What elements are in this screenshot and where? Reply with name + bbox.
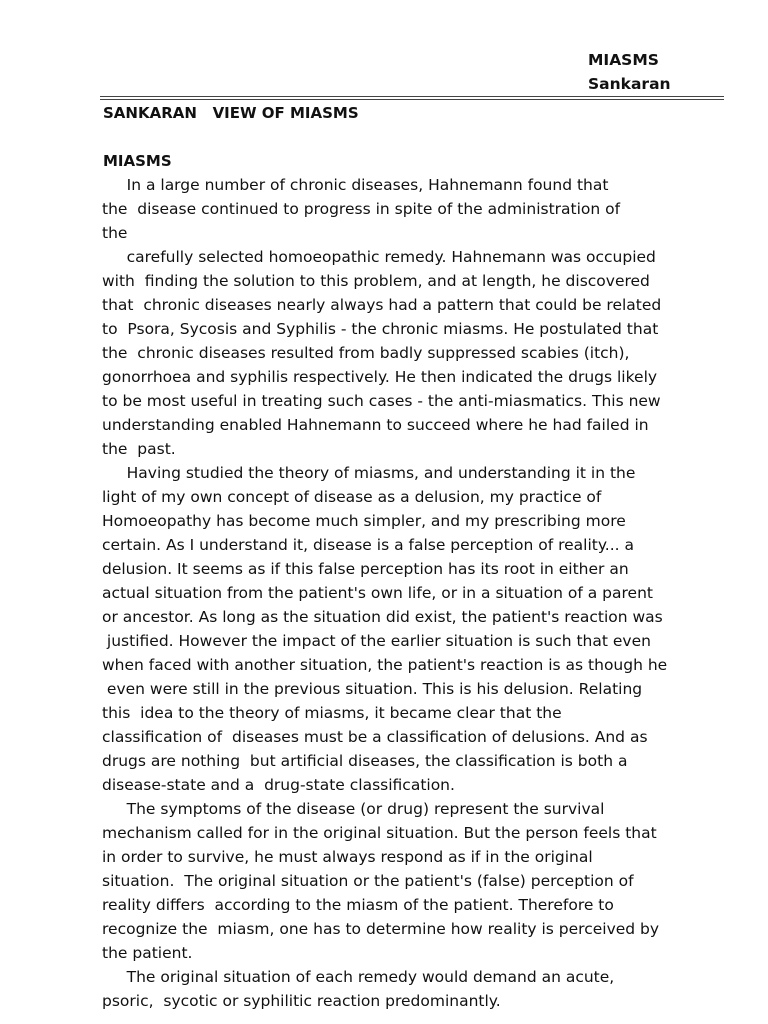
text-line: the chronic diseases resulted from badly suppressed scabies (itch), <box>102 344 630 362</box>
text-line: mechanism called for in the original situation. But the person feels that <box>102 824 657 842</box>
header-author: Sankaran <box>588 75 671 93</box>
text-line: in order to survive, he must always respond as if in the original <box>102 848 593 866</box>
text-line: the past. <box>102 440 176 458</box>
text-line: disease-state and a drug-state classification. <box>102 776 455 794</box>
text-line: drugs are nothing but artificial diseases, the classification is both a <box>102 752 628 770</box>
text-line: the patient. <box>102 944 193 962</box>
text-line: carefully selected homoeopathic remedy. Hahnemann was occupied <box>102 248 656 266</box>
text-line: Having studied the theory of miasms, and understanding it in the <box>102 464 636 482</box>
text-line: when faced with another situation, the patient's reaction is as though he <box>102 656 668 674</box>
text-line: In a large number of chronic diseases, Hahnemann found that <box>102 176 609 194</box>
text-line: this idea to the theory of miasms, it became clear that the <box>102 704 562 722</box>
text-line: psoric, sycotic or syphilitic reaction predominantly. <box>102 992 501 1010</box>
text-line: to be most useful in treating such cases - the anti-miasmatics. This new <box>102 392 661 410</box>
text-line: understanding enabled Hahnemann to succeed where he had failed in <box>102 416 649 434</box>
document-header <box>588 48 671 96</box>
header-rule-top <box>100 96 724 97</box>
text-line: actual situation from the patient's own life, or in a situation of a parent <box>102 584 653 602</box>
text-line: or ancestor. As long as the situation did exist, the patient's reaction was <box>102 608 663 626</box>
text-line: the disease continued to progress in spite of the administration of <box>102 200 621 218</box>
body-text <box>102 173 742 1013</box>
text-line: with finding the solution to this problem, and at length, he discovered <box>102 272 650 290</box>
text-line: gonorrhoea and syphilis respectively. He then indicated the drugs likely <box>102 368 658 386</box>
text-line: delusion. It seems as if this false perception has its root in either an <box>102 560 629 578</box>
page-title: SANKARAN VIEW OF MIASMS <box>103 104 359 122</box>
text-line: justified. However the impact of the earlier situation is such that even <box>102 632 651 650</box>
text-line: the <box>102 224 128 242</box>
text-line: The original situation of each remedy would demand an acute, <box>102 968 615 986</box>
text-line: situation. The original situation or the patient's (false) perception of <box>102 872 634 890</box>
text-line: classification of diseases must be a classification of delusions. And as <box>102 728 648 746</box>
text-line: reality differs according to the miasm of the patient. Therefore to <box>102 896 614 914</box>
text-line: recognize the miasm, one has to determine how reality is perceived by <box>102 920 660 938</box>
header-topic: MIASMS <box>588 51 659 69</box>
text-line: to Psora, Sycosis and Syphilis - the chronic miasms. He postulated that <box>102 320 659 338</box>
text-line: The symptoms of the disease (or drug) represent the survival <box>102 800 605 818</box>
text-line: certain. As I understand it, disease is a false perception of reality... a <box>102 536 635 554</box>
header-rule-bottom <box>100 99 724 100</box>
section-heading: MIASMS <box>103 152 172 170</box>
text-line: that chronic diseases nearly always had a pattern that could be related <box>102 296 662 314</box>
text-line: light of my own concept of disease as a delusion, my practice of <box>102 488 602 506</box>
text-line: even were still in the previous situation. This is his delusion. Relating <box>102 680 643 698</box>
text-line: Homoeopathy has become much simpler, and my prescribing more <box>102 512 626 530</box>
